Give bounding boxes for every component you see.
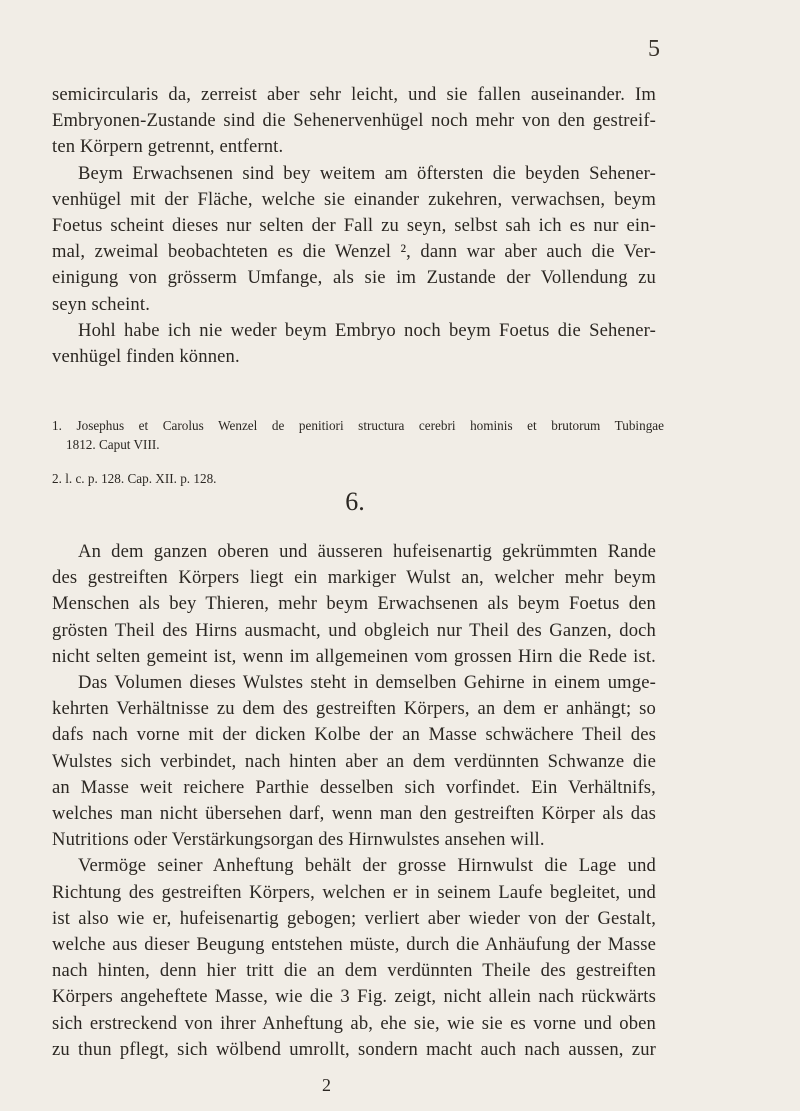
section-number: 6.: [345, 487, 365, 516]
footnote-line: 1812. Caput VIII.: [66, 437, 160, 452]
footnote: [52, 469, 664, 488]
text-line: venhügel mit der Fläche, welche sie einander zukehren, verwachsen, beym: [52, 188, 656, 210]
text-line: Embryonen-Zustande sind die Sehenervenhügel noch mehr von den gestreif-: [52, 110, 656, 132]
text-line: ten Körpern getrennt, entfernt.: [52, 136, 284, 158]
catchword: 2: [322, 1075, 331, 1095]
paragraph: [52, 539, 656, 670]
top-text-block: [52, 82, 656, 370]
text-line: nicht selten gemeint ist, wenn im allgemeinen vom grossen Hirn die Rede ist.: [52, 645, 656, 667]
text-line: nach hinten, denn hier tritt die an dem verdünnten Theile des gestreiften: [52, 960, 656, 982]
paragraph: [52, 318, 656, 370]
text-line: des gestreiften Körpers liegt ein markiger Wulst an, welcher mehr beym: [52, 567, 656, 589]
paragraph: [52, 853, 656, 1063]
text-line: Foetus scheint dieses nur selten der Fall zu seyn, selbst sah ich es nur ein-: [52, 215, 656, 237]
text-line: semicircularis da, zerreist aber sehr leicht, und sie fallen auseinander. Im: [52, 84, 656, 105]
page-number: 5: [648, 36, 660, 62]
text-line: Das Volumen dieses Wulstes steht in demselben Gehirne in einem umge-: [78, 672, 656, 694]
text-line: sich erstreckend von ihrer Anheftung ab, ehe sie, wie sie es vorne und oben: [52, 1012, 656, 1034]
text-line: zu thun pflegt, sich wölbend umrollt, sondern macht auch nach aussen, zur: [52, 1038, 656, 1060]
text-line: Menschen als bey Thieren, mehr beym Erwachsenen als beym Foetus den: [52, 593, 656, 615]
footnote: [52, 416, 664, 454]
text-line: grösten Theil des Hirns ausmacht, und obgleich nur Theil des Ganzen, doch: [52, 619, 656, 641]
text-line: An dem ganzen oberen und äusseren hufeisenartig gekrümmten Rande: [78, 541, 656, 562]
paragraph: [52, 670, 656, 853]
text-line: Hohl habe ich nie weder beym Embryo noch beym Foetus die Sehener-: [78, 319, 656, 341]
text-line: mal, zweimal beobachteten es die Wenzel ², dann war aber auch die Ver-: [52, 241, 656, 263]
text-line: seyn scheint.: [52, 293, 150, 315]
text-line: welche aus dieser Beugung entstehen müste, durch die Anhäufung der Masse: [52, 934, 656, 956]
text-line: Nutritions oder Verstärkungsorgan des Hirnwulstes ansehen will.: [52, 829, 545, 851]
text-line: Richtung des gestreiften Körpers, welchen er in seinem Laufe begleitet, und: [52, 881, 656, 903]
text-line: welches man nicht übersehen darf, wenn man den gestreiften Körper als das: [52, 803, 656, 825]
text-line: ist also wie er, hufeisenartig gebogen; verliert aber wieder von der Gestalt,: [52, 907, 656, 929]
paragraph: [52, 161, 656, 318]
text-line: dafs nach vorne mit der dicken Kolbe der an Masse schwächere Theil des: [52, 724, 656, 746]
text-line: Wulstes sich verbindet, nach hinten aber an dem verdünnten Schwanze die: [52, 750, 656, 772]
footnote-line: 2. l. c. p. 128. Cap. XII. p. 128.: [52, 471, 217, 486]
footnote-line: 1. Josephus et Carolus Wenzel de penitiori structura cerebri hominis et brutorum Tubingae: [52, 418, 664, 433]
text-line: Körpers angeheftete Masse, wie die 3 Fig. zeigt, nicht allein nach rückwärts: [52, 986, 656, 1008]
text-line: einigung von grösserm Umfange, als sie im Zustande der Vollendung zu: [52, 267, 656, 289]
text-line: venhügel finden können.: [52, 346, 240, 368]
text-line: Beym Erwachsenen sind bey weitem am öftersten die beyden Sehener-: [78, 162, 656, 184]
text-line: an Masse weit reichere Parthie desselben sich vorfindet. Ein Verhältnifs,: [52, 776, 656, 798]
footnotes: [52, 416, 664, 488]
text-line: kehrten Verhältnisse zu dem des gestreiften Körpers, an dem er anhängt; so: [52, 698, 656, 720]
paragraph: [52, 82, 656, 161]
text-line: Vermöge seiner Anheftung behält der grosse Hirnwulst die Lage und: [78, 855, 656, 877]
section-text-block: [52, 539, 656, 1063]
